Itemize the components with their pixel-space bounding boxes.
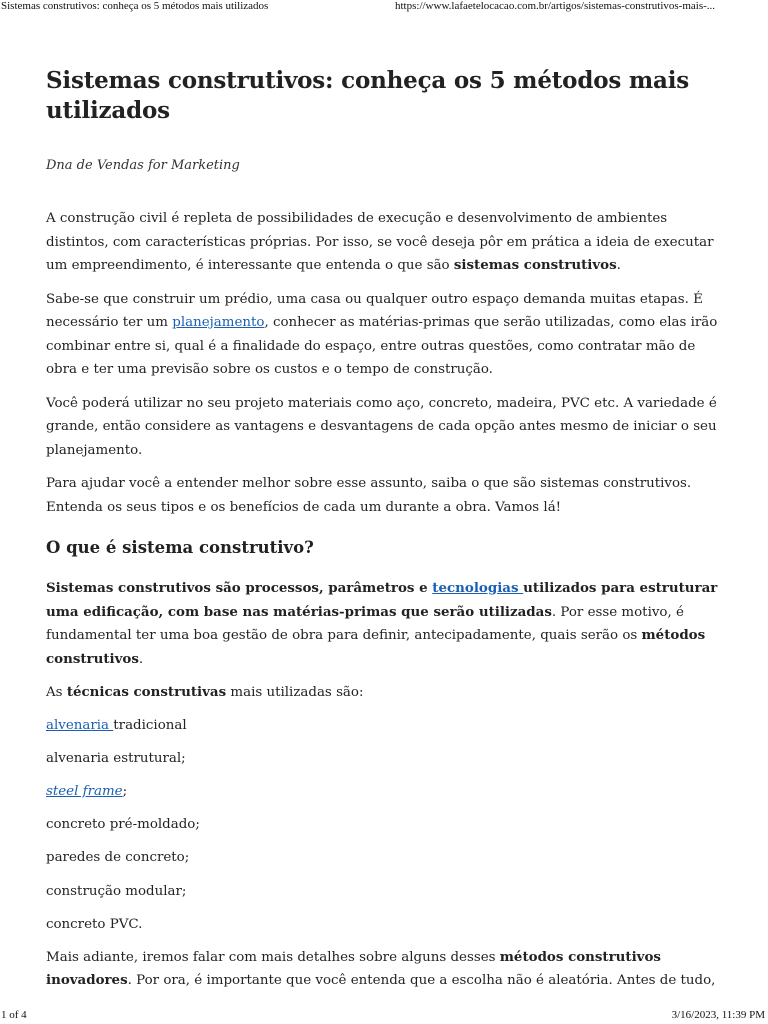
bold-text: utilizados para estruturar uma edificação, com base nas matérias-primas que serão utilizadas bbox=[46, 580, 718, 620]
bold-text: Sistemas construtivos são processos, parâmetros e bbox=[46, 580, 433, 596]
paragraph-definition bbox=[46, 577, 726, 671]
paragraph-help: Para ajudar você a entender melhor sobre esse assunto, saiba o que são sistemas construtivos. Entenda os seus tipos e os benefícios de cada um durante a obra. Vamos lá! bbox=[46, 476, 692, 515]
print-header-title: Sistemas construtivos: conheça os 5 métodos mais utilizados bbox=[1, 0, 269, 12]
paragraph-text: mais utilizadas são: bbox=[226, 685, 364, 700]
paragraph-text: . bbox=[616, 258, 621, 273]
article-title: Sistemas construtivos: conheça os 5 métodos mais utilizados bbox=[46, 67, 690, 124]
paragraph-techniques bbox=[46, 681, 726, 705]
print-header-url: https://www.lafaetelocacao.com.br/artigos/sistemas-construtivos-mais-... bbox=[395, 0, 716, 12]
paragraph-planning bbox=[46, 288, 726, 382]
paragraph-text: . bbox=[138, 651, 144, 667]
print-footer bbox=[0, 1009, 768, 1024]
link-steel-frame[interactable]: steel frame bbox=[46, 784, 123, 800]
paragraph-text: , conhecer as matérias-primas que serão utilizadas, como elas irão combinar entre si, qual é a finalidade do espaço, entre outras questões, como contratar mão de obra e ter uma previsão sobre os custos e o tempo de construção. bbox=[46, 315, 718, 377]
list-item: concreto pré-moldado; bbox=[46, 817, 200, 833]
paragraph-text: Mais adiante, iremos falar com mais detalhes sobre alguns desses bbox=[46, 949, 500, 965]
link-alvenaria[interactable]: alvenaria bbox=[46, 718, 114, 734]
paragraph-text: Sabe-se que construir um prédio, uma casa ou qualquer outro espaço demanda muitas etapas. É necessário ter um bbox=[46, 291, 703, 330]
paragraph-materials: Você poderá utilizar no seu projeto materiais como aço, concreto, madeira, PVC etc. A variedade é grande, então considere as vantagens e desvantagens de cada opção antes mesmo de iniciar o seu planejamento. bbox=[46, 395, 717, 458]
bold-text: métodos construtivos bbox=[46, 627, 706, 667]
list-item: alvenaria estrutural; bbox=[46, 751, 186, 767]
article bbox=[46, 66, 726, 993]
print-header bbox=[0, 0, 768, 16]
article-author: Dna de Vendas for Marketing bbox=[46, 158, 240, 173]
paragraph-methods bbox=[46, 946, 726, 993]
list-item-text: tradicional bbox=[113, 718, 187, 734]
list-item-text: ; bbox=[122, 784, 128, 800]
list-item: construção modular; bbox=[46, 883, 187, 899]
list-item: concreto PVC. bbox=[46, 916, 143, 932]
print-datetime: 3/16/2023, 11:39 PM bbox=[671, 1009, 765, 1021]
paragraph-text: As bbox=[46, 685, 67, 700]
paragraph-text: . Por ora, é importante que você entenda que a escolha não é aleatória. Antes de tudo, bbox=[127, 973, 716, 989]
paragraph-text: . Por esse motivo, é fundamental ter uma boa gestão de obra para definir, antecipadamente, quais serão os bbox=[46, 604, 684, 643]
link-tecnologias[interactable]: tecnologias bbox=[432, 580, 524, 596]
list-item: paredes de concreto; bbox=[46, 850, 190, 866]
section-heading: O que é sistema construtivo? bbox=[46, 538, 314, 557]
bold-text: métodos construtivos inovadores bbox=[46, 948, 661, 989]
bold-text: técnicas construtivas bbox=[66, 684, 227, 700]
paragraph-intro bbox=[46, 207, 726, 278]
list-item bbox=[46, 714, 726, 738]
bold-text: sistemas construtivos bbox=[453, 257, 617, 273]
page-number: 1 of 4 bbox=[1, 1009, 27, 1021]
link-planejamento[interactable]: planejamento bbox=[172, 315, 265, 330]
paragraph-text: A construção civil é repleta de possibilidades de execução e desenvolvimento de ambientes distintos, com características próprias. Por isso, se você deseja pôr em prática a ideia de executar um empreendimento, é interessante que entenda o que são bbox=[46, 211, 714, 273]
list-item bbox=[46, 780, 726, 804]
